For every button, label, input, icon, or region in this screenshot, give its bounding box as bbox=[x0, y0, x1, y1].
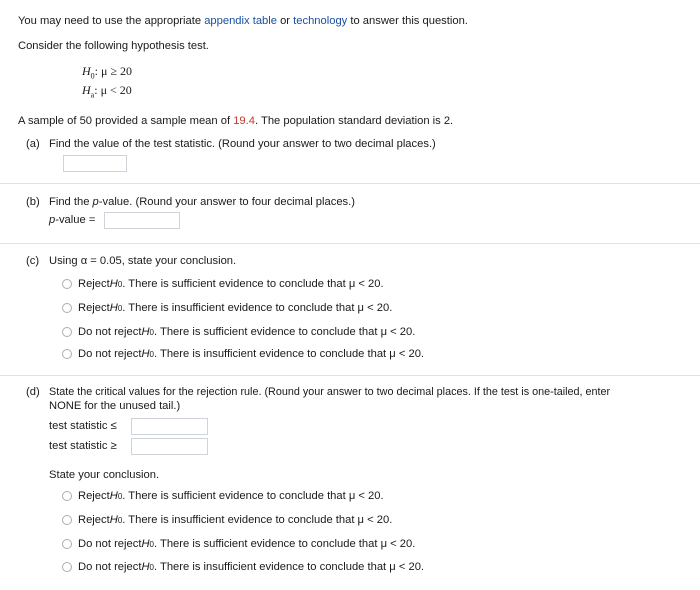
critical-lower-input[interactable] bbox=[131, 418, 208, 435]
intro-mid: or bbox=[276, 15, 294, 27]
intro-suffix: to answer this question. bbox=[347, 15, 468, 27]
p-value-input[interactable] bbox=[104, 212, 180, 229]
critical-upper-label: test statistic ≥ bbox=[49, 440, 117, 452]
intro-prefix: You may need to use the appropriate bbox=[18, 15, 205, 27]
part-c-label: (c) bbox=[26, 255, 40, 267]
part-d-option-1[interactable]: Reject H 0 . There is sufficient evidence to conclude that μ < 20. bbox=[62, 490, 384, 502]
radio-button[interactable] bbox=[62, 515, 72, 525]
section-divider bbox=[0, 375, 700, 376]
part-b-prompt: Find the p-value. (Round your answer to four decimal places.) bbox=[49, 196, 355, 208]
radio-button[interactable] bbox=[62, 539, 72, 549]
section-divider bbox=[0, 243, 700, 244]
radio-button[interactable] bbox=[62, 327, 72, 337]
radio-button[interactable] bbox=[62, 303, 72, 313]
critical-upper-input[interactable] bbox=[131, 438, 208, 455]
null-hypothesis: $H_0$: μ ≥ 20 bbox=[82, 64, 133, 81]
part-d-prompt-line2: NONE for the unused tail.) bbox=[49, 400, 181, 412]
part-b-label: (b) bbox=[26, 196, 40, 208]
radio-button[interactable] bbox=[62, 279, 72, 289]
part-c-option-1[interactable]: Reject H 0 . There is sufficient evidence to conclude that μ < 20. bbox=[62, 278, 384, 290]
section-divider bbox=[0, 183, 700, 184]
part-a-prompt: Find the value of the test statistic. (Round your answer to two decimal places.) bbox=[49, 138, 436, 150]
part-d-prompt-line1: State the critical values for the rejection rule. (Round your answer to two decimal places. If the test is one-tailed, enter bbox=[49, 386, 611, 398]
sample-statement: A sample of 50 provided a sample mean of 19.4. The population standard deviation is 2. bbox=[18, 115, 454, 127]
consider-text: Consider the following hypothesis test. bbox=[18, 40, 209, 52]
part-c-option-3[interactable]: Do not reject H 0 . There is sufficient evidence to conclude that μ < 20. bbox=[62, 326, 415, 338]
p-value-label: p-value = bbox=[49, 214, 96, 226]
part-d-option-4[interactable]: Do not reject H 0 . There is insufficient evidence to conclude that μ < 20. bbox=[62, 561, 424, 573]
part-d-conclusion-prompt: State your conclusion. bbox=[49, 469, 160, 481]
radio-button[interactable] bbox=[62, 349, 72, 359]
part-d-option-3[interactable]: Do not reject H 0 . There is sufficient evidence to conclude that μ < 20. bbox=[62, 538, 415, 550]
radio-button[interactable] bbox=[62, 491, 72, 501]
intro-line bbox=[18, 15, 468, 27]
part-c-option-2[interactable]: Reject H 0 . There is insufficient evidence to conclude that μ < 20. bbox=[62, 302, 392, 314]
test-statistic-input[interactable] bbox=[63, 155, 127, 172]
radio-button[interactable] bbox=[62, 562, 72, 572]
part-c-option-4[interactable]: Do not reject H 0 . There is insufficient evidence to conclude that μ < 20. bbox=[62, 348, 424, 360]
part-d-label: (d) bbox=[26, 386, 40, 398]
sample-mean-value: 19.4 bbox=[233, 115, 255, 127]
part-a-label: (a) bbox=[26, 138, 40, 150]
part-d-option-2[interactable]: Reject H 0 . There is insufficient evidence to conclude that μ < 20. bbox=[62, 514, 392, 526]
technology-link[interactable]: technology bbox=[293, 15, 348, 27]
critical-lower-label: test statistic ≤ bbox=[49, 420, 117, 432]
alternative-hypothesis: $H_a$: μ < 20 bbox=[82, 83, 132, 100]
appendix-table-link[interactable]: appendix table bbox=[204, 15, 277, 27]
part-c-prompt: Using α = 0.05, state your conclusion. bbox=[49, 255, 237, 267]
